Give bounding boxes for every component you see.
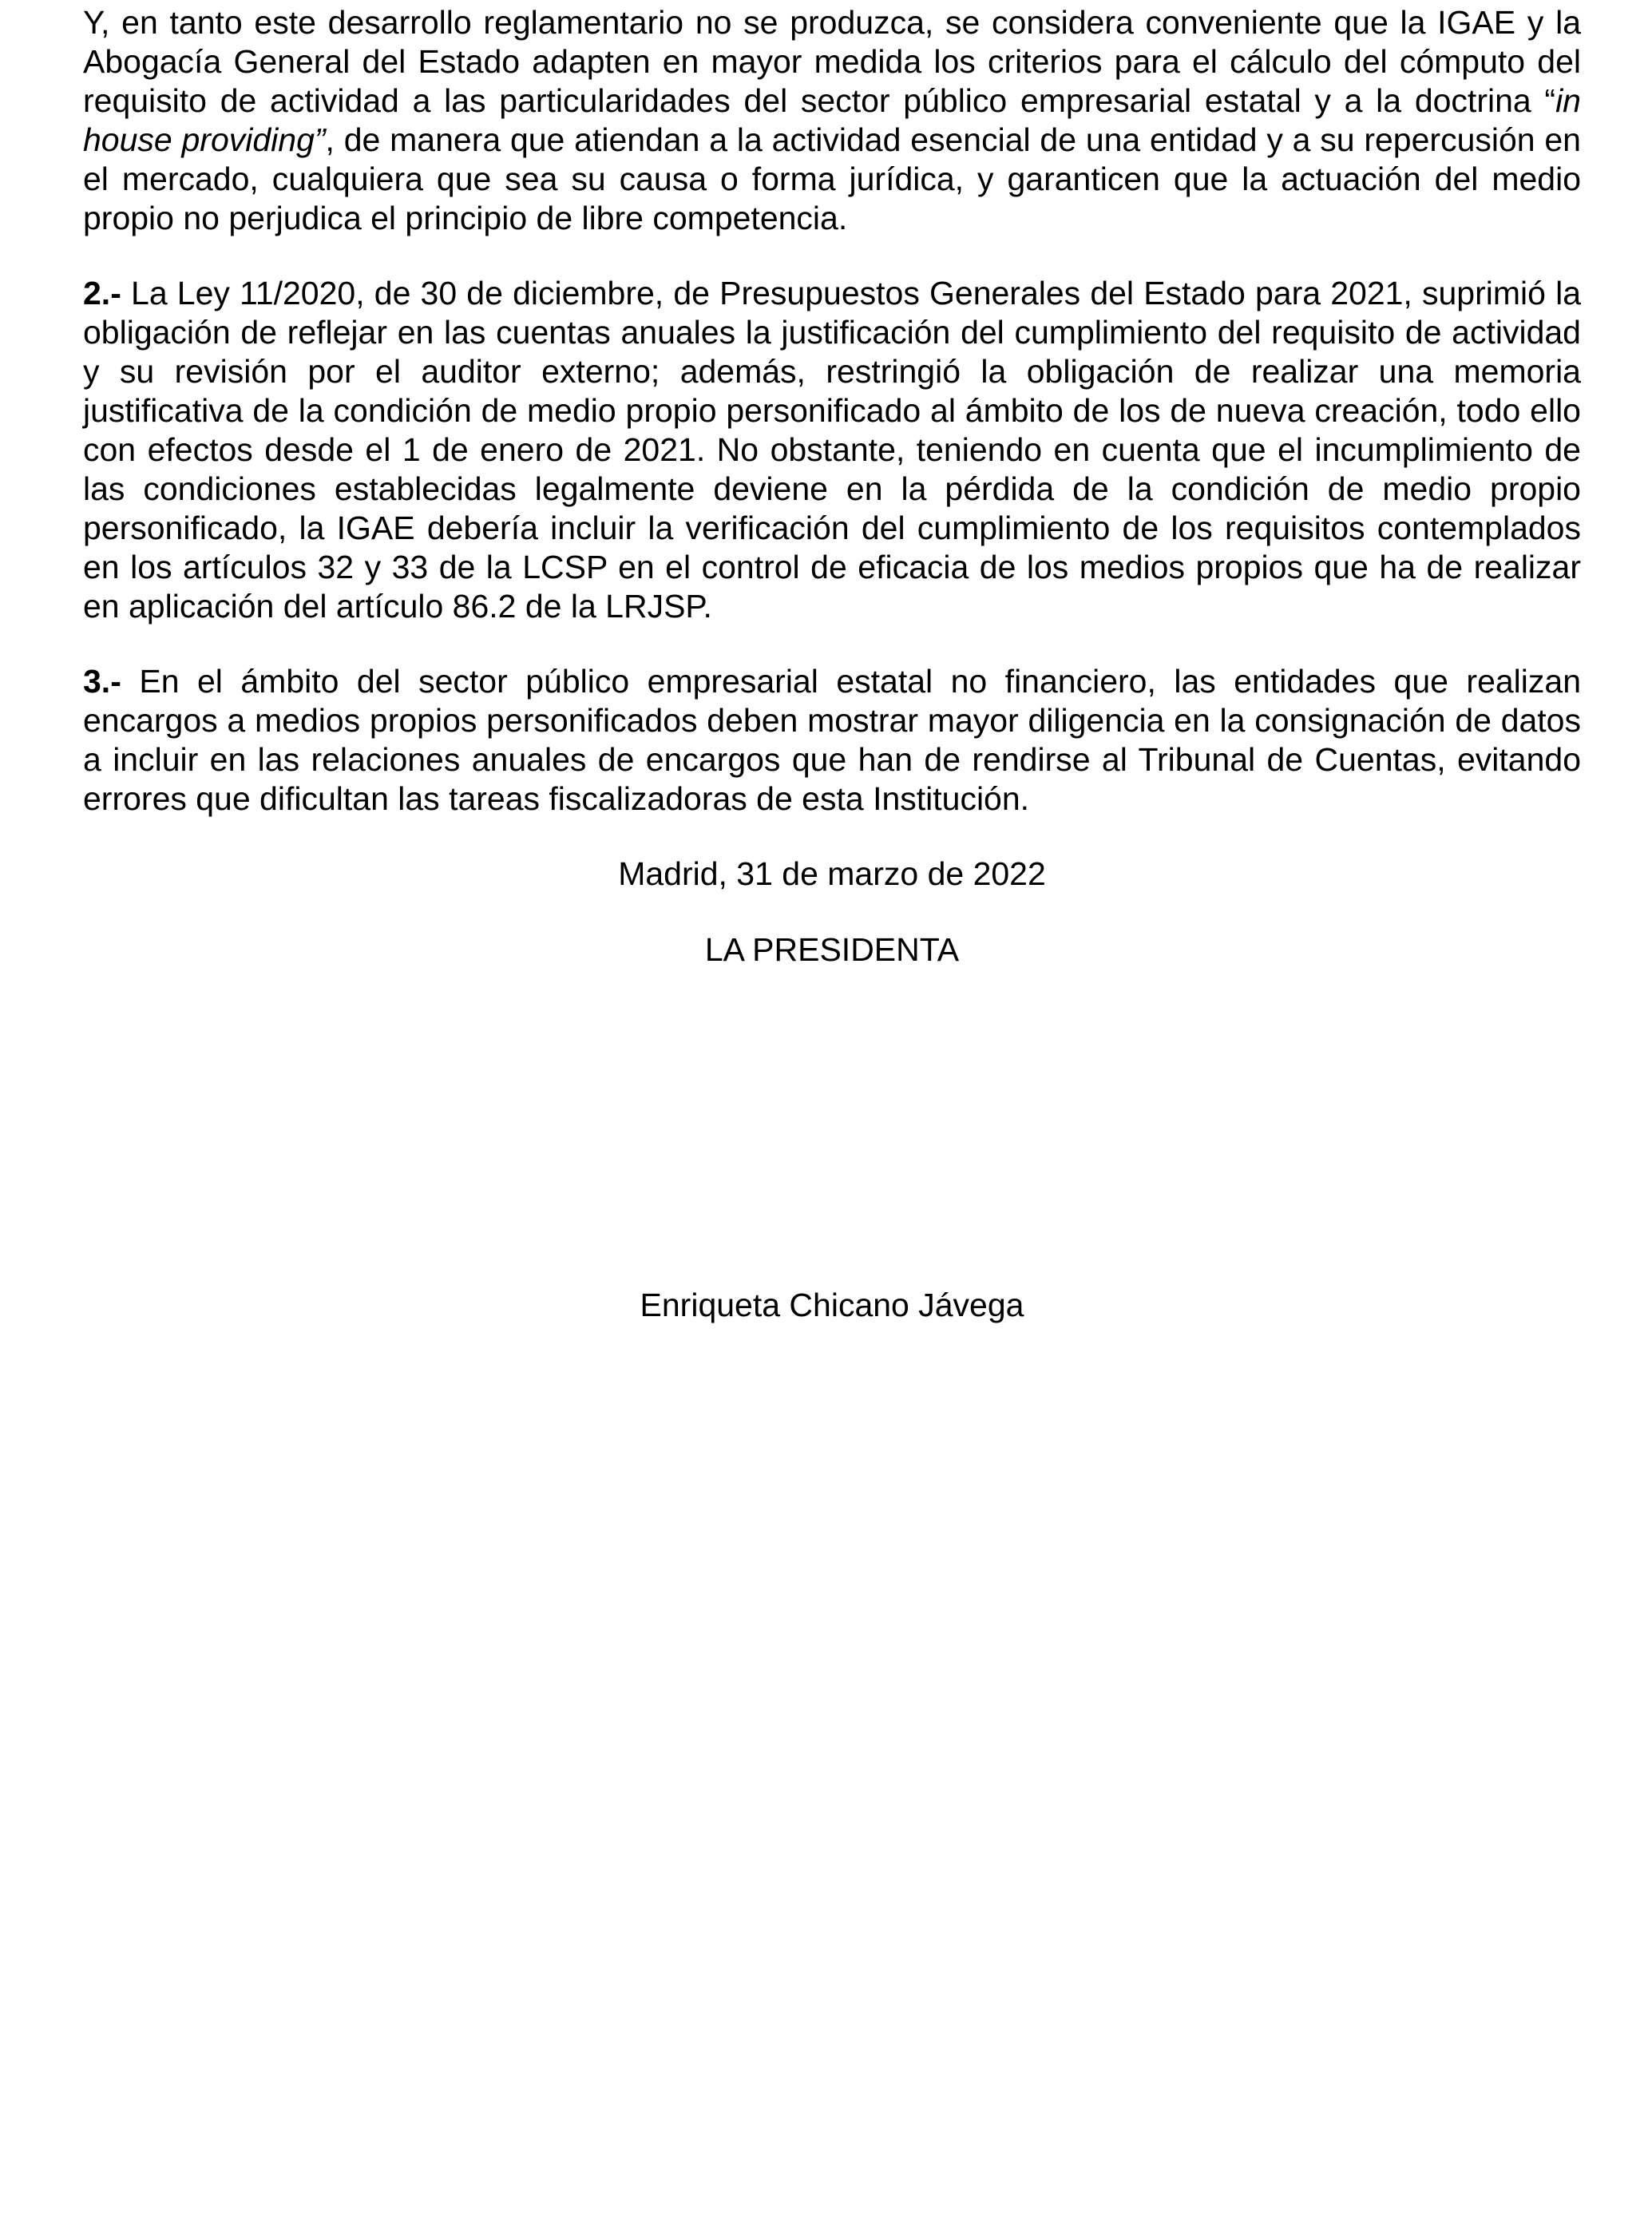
paragraph-3-number: 3.- (83, 663, 121, 700)
paragraph-intro-text-after: , de manera que atiendan a la actividad esencial de una entidad y a su repercusión en el mercado, cualquiera que sea su causa o forma jurídica, y garanticen que la actuación del medio propio no perjudica el principio de libre competencia. (83, 121, 1581, 236)
signatory-title: LA PRESIDENTA (704, 931, 960, 968)
paragraph-intro-italic: in house providing” (83, 82, 1581, 158)
document-page (83, 3, 1581, 1325)
paragraph-3 (83, 662, 1581, 819)
paragraph-intro (83, 3, 1581, 238)
paragraph-2-text: La Ley 11/2020, de 30 de diciembre, de Presupuestos Generales del Estado para 2021, suprimió la obligación de reflejar en las cuentas anuales la justificación del cumplimiento del requisito de actividad y su revisión por el auditor externo; además, restringió la obligación de realizar una memoria justificativa de la condición de medio propio personificado al ámbito de los de nueva creación, todo ello con efectos desde el 1 de enero de 2021. No obstante, teniendo en cuenta que el incumplimiento de las condiciones establecidas legalmente deviene en la pérdida de la condición de medio propio personificado, la IGAE debería incluir la verificación del cumplimiento de los requisitos contemplados en los artículos 32 y 33 de la LCSP en el control de eficacia de los medios propios que ha de realizar en aplicación del artículo 86.2 de la LRJSP. (83, 275, 1581, 625)
paragraph-intro-text-before: Y, en tanto este desarrollo reglamentario no se produzca, se considera conveniente que la IGAE y la Abogacía General del Estado adapten en mayor medida los criterios para el cálculo del cómputo del requisito de actividad a las particularidades del sector público empresarial estatal y a la doctrina “ (83, 4, 1581, 119)
paragraph-3-text: En el ámbito del sector público empresarial estatal no financiero, las entidades que realizan encargos a medios propios personificados deben mostrar mayor diligencia en la consignación de datos a incluir en las relaciones anuales de encargos que han de rendirse al Tribunal de Cuentas, evitando errores que dificultan las tareas fiscalizadoras de esta Institución. (83, 663, 1581, 817)
paragraph-2-number: 2.- (83, 275, 121, 311)
paragraph-2 (83, 274, 1581, 626)
date-line: Madrid, 31 de marzo de 2022 (618, 855, 1046, 892)
signatory-name: Enriqueta Chicano Jávega (640, 1287, 1024, 1323)
